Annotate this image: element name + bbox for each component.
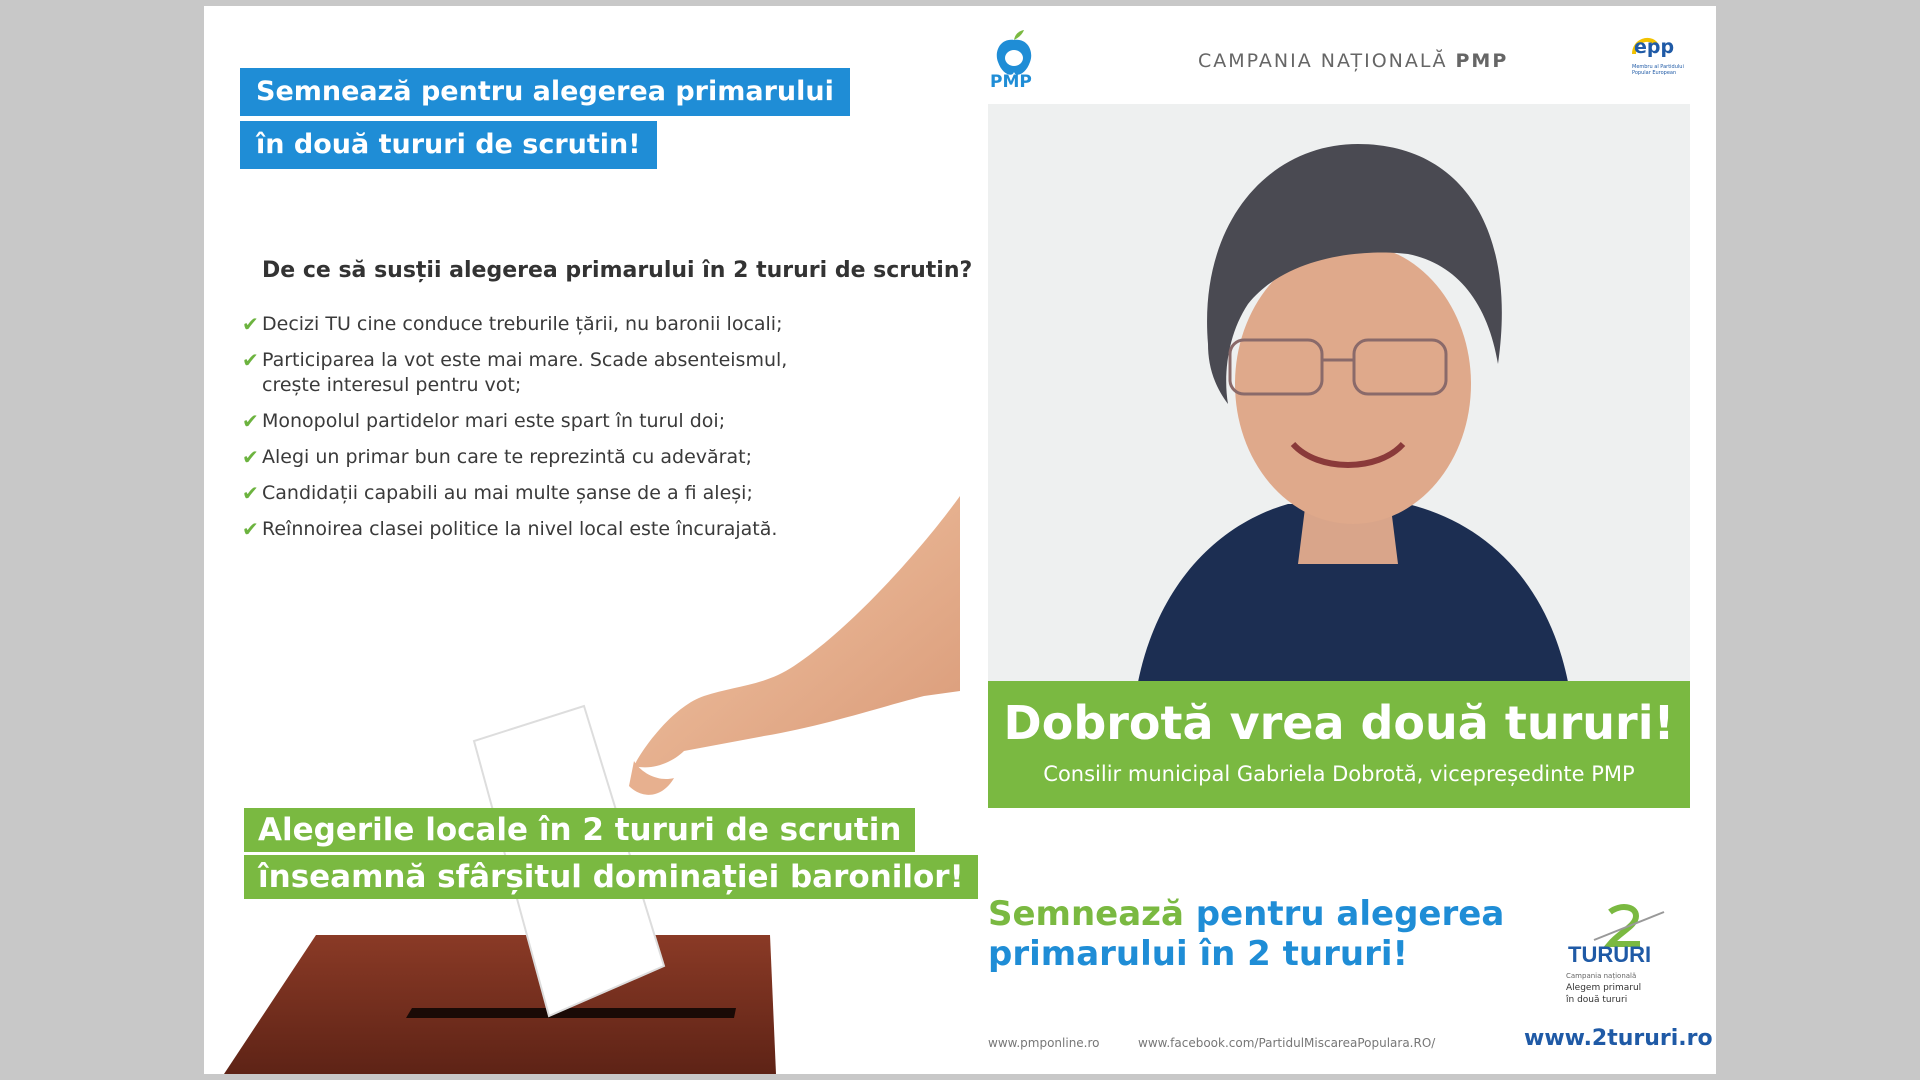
ballot-box [224,935,776,1074]
candidate-headline: Dobrotă vrea două tururi! [1003,696,1675,750]
sign-green-word: Semnează [988,894,1184,934]
voter-arm [634,496,960,767]
reason-text: Decizi TU cine conduce treburile țării, nu baronii locali; [262,313,783,335]
check-icon: ✔ [242,312,259,336]
sign-petition-text [988,894,1504,974]
pmp-logo-text: PMP [990,72,1032,92]
tururi-logo-icon [1564,902,1668,968]
sign-line-1-rest: pentru alegerea [1195,894,1505,934]
campaign-website-link[interactable]: www.2tururi.ro [1524,1026,1713,1051]
check-icon: ✔ [242,409,259,433]
footer-link-pmponline[interactable]: www.pmponline.ro [988,1036,1100,1050]
check-icon: ✔ [242,481,259,505]
sign-line-2: primarului în 2 tururi! [988,934,1409,974]
headline-line-1: Semnează pentru alegerea primarului [240,68,850,116]
question-heading: De ce să susții alegerea primarului în 2 tururi de scrutin? [262,258,973,283]
check-icon: ✔ [242,348,259,372]
candidate-subline: Consilir municipal Gabriela Dobrotă, vicepreședinte PMP [1043,762,1635,786]
reason-text: Reînnoirea clasei politice la nivel local este încurajată. [262,518,778,540]
tururi-logo-text: TURURI [1568,942,1652,967]
banner-line-2: înseamnă sfârșitul dominației baronilor! [244,855,978,899]
tururi-caption-1: Campania națională [1566,972,1637,980]
reason-text: Alegi un primar bun care te reprezintă cu adevărat; [262,446,752,468]
headline-line-2: în două tururi de scrutin! [240,121,657,169]
epp-logo-text: epp [1634,36,1675,58]
campaign-label [1198,50,1508,72]
check-icon: ✔ [242,445,259,469]
ballot-slot [406,1008,736,1018]
tururi-caption-2: Alegem primarul [1566,983,1642,993]
campaign-poster [204,6,1716,1074]
footer-link-facebook[interactable]: www.facebook.com/PartidulMiscareaPopulara.RO/ [1138,1036,1436,1050]
tururi-caption [1566,970,1641,1006]
campaign-label-text: CAMPANIA NAȚIONALĂ [1198,50,1448,72]
reason-text: Candidații capabili au mai multe șanse de a fi aleși; [262,482,753,504]
candidate-portrait [988,104,1690,682]
campaign-party: PMP [1455,50,1509,72]
reason-text: Participarea la vot este mai mare. Scade absenteismul, crește interesul pentru vot; [262,349,788,396]
banner-line-1: Alegerile locale în 2 tururi de scrutin [244,808,915,852]
epp-subtext: Membru al Partidului Popular European [1632,64,1684,76]
reason-text: Monopolul partidelor mari este spart în turul doi; [262,410,726,432]
sign-line-1 [988,894,1504,934]
check-icon: ✔ [242,517,259,541]
candidate-photo [988,104,1690,682]
tururi-caption-3: în două tururi [1566,995,1628,1005]
